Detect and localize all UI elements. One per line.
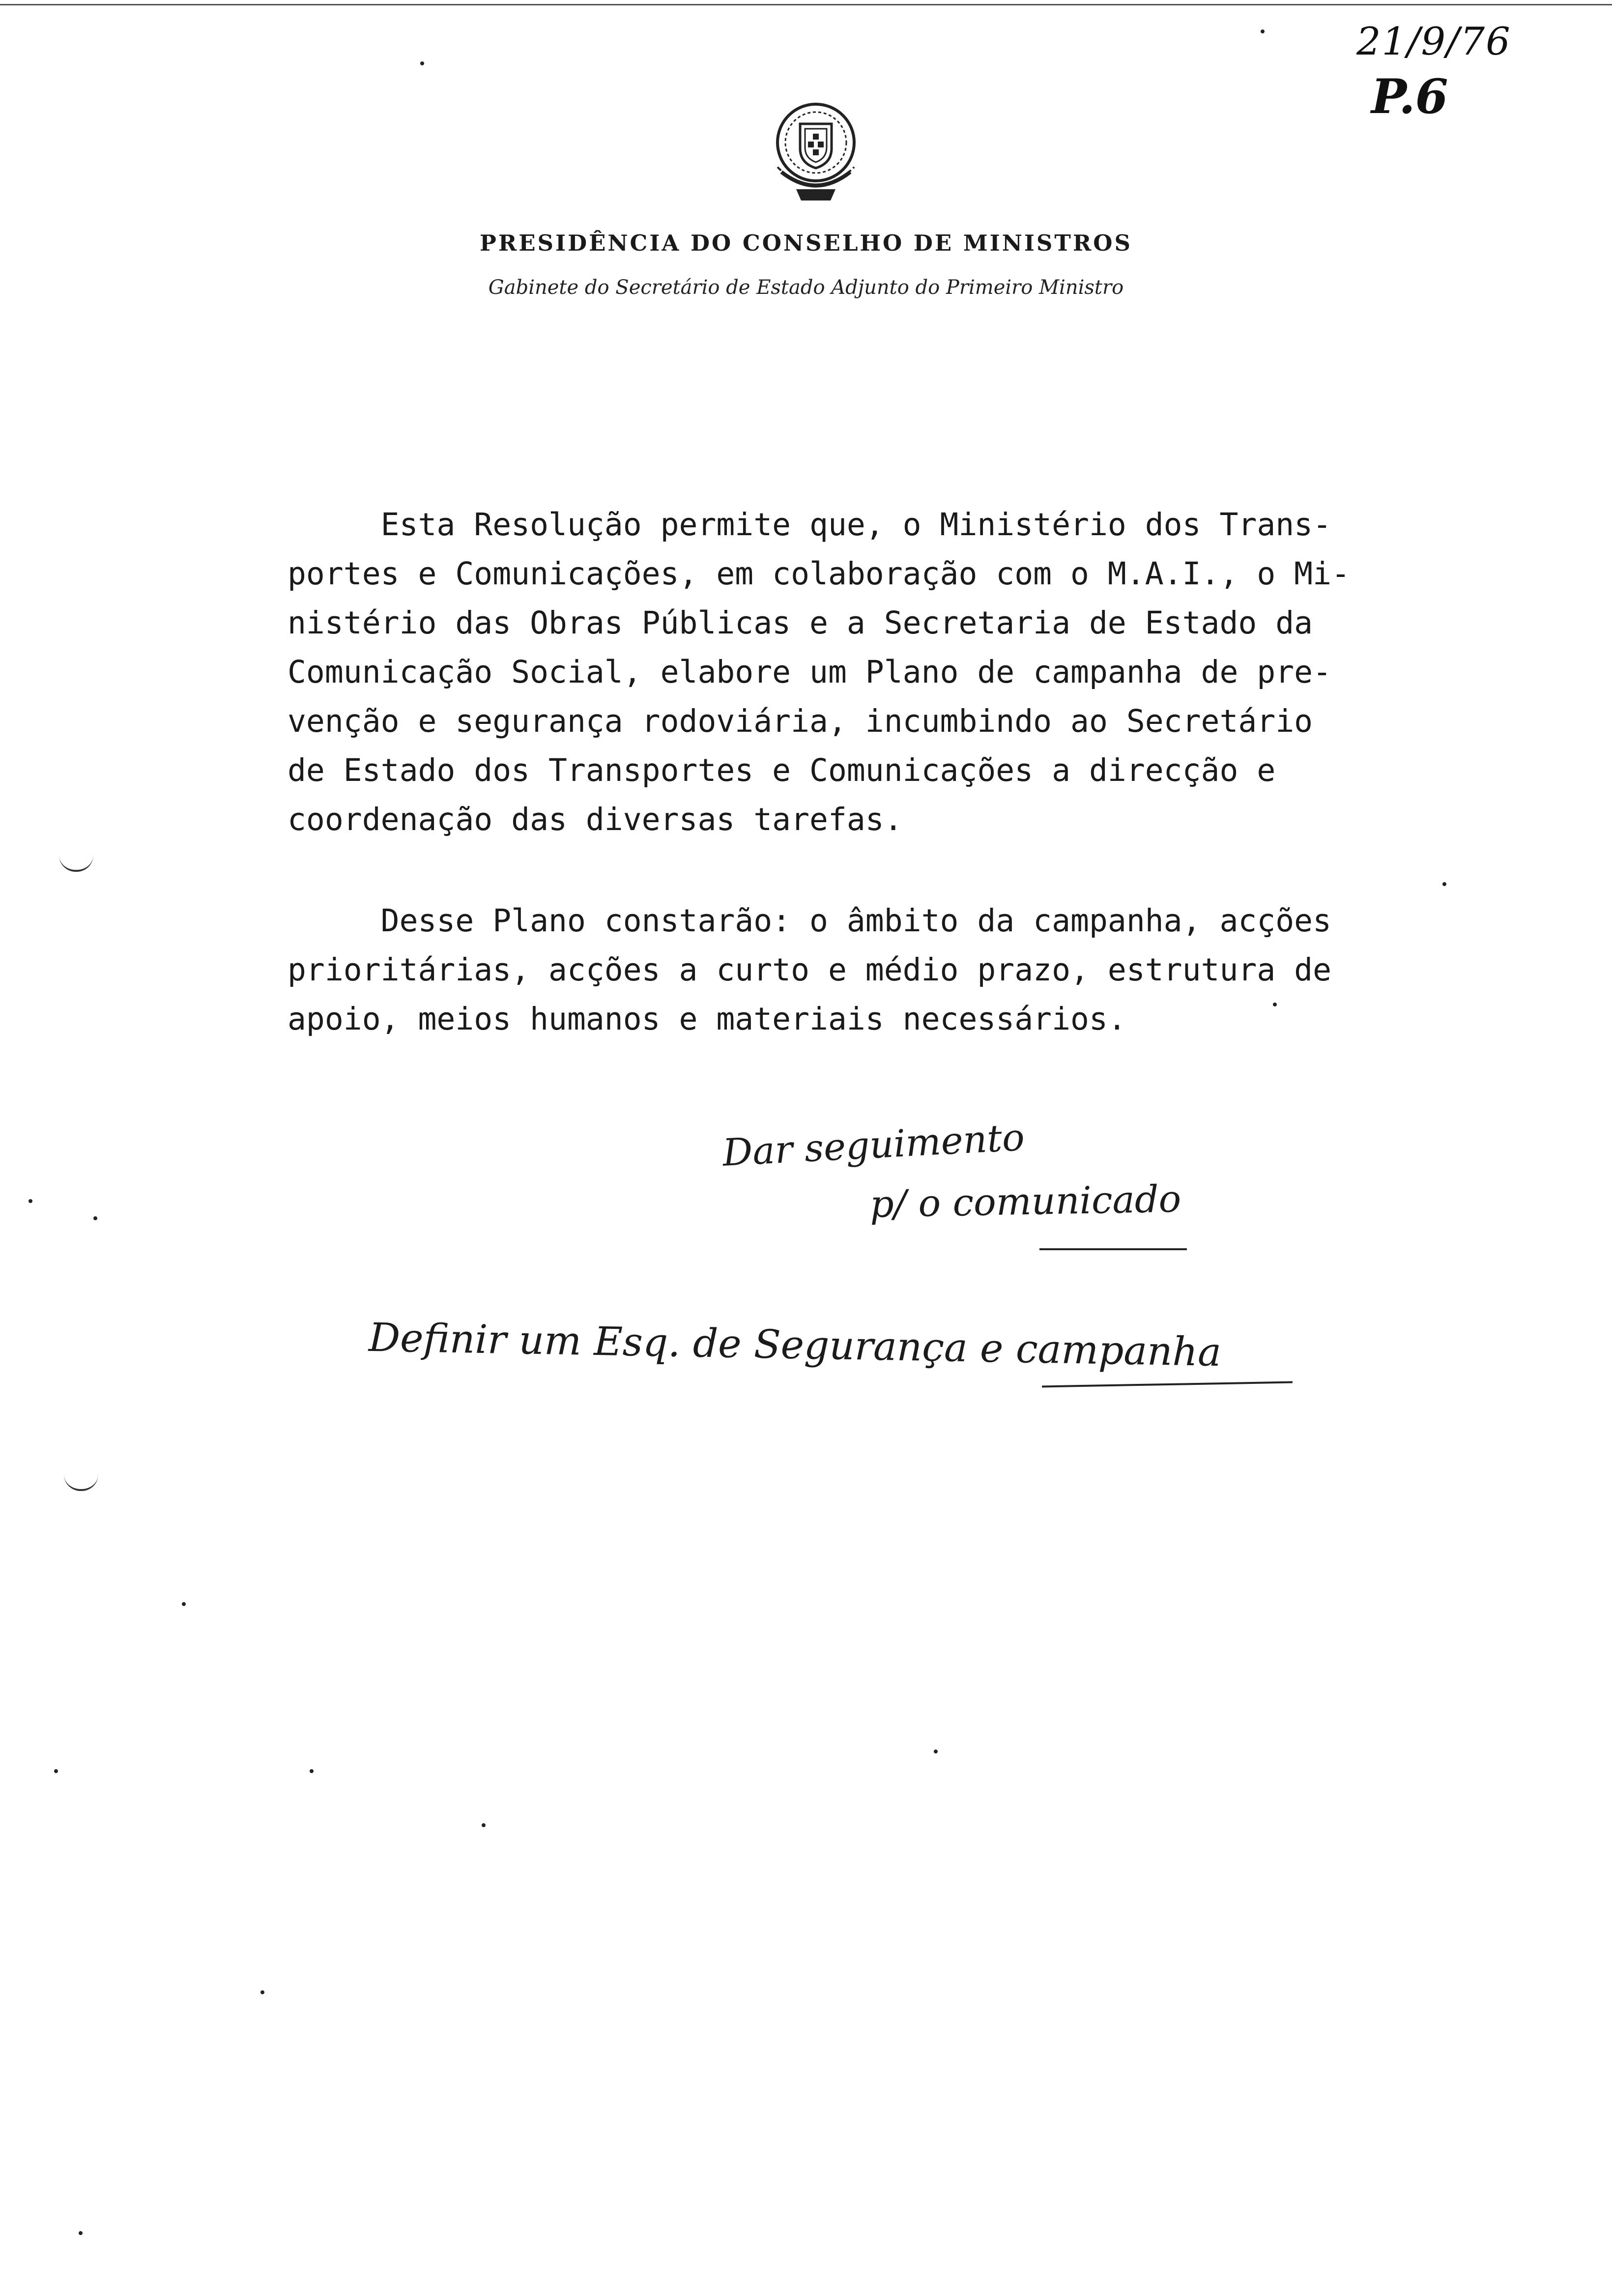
scan-speck [1273,1003,1277,1006]
coat-of-arms-icon [762,93,870,211]
margin-punch-mark [64,1474,98,1491]
scan-speck [93,1216,97,1220]
handwritten-note-line-1: Dar seguimento [721,1115,1026,1175]
scan-speck [934,1750,938,1753]
text-line: de Estado dos Transportes e Comunicações a direcção e [288,752,1276,788]
handwritten-note-line-3: Definir um Esq. de Segurança e campanha [368,1314,1222,1376]
text-line: coordenação das diversas tarefas. [288,802,903,837]
text-line: Esta Resolução permite que, o Ministério dos Trans- [288,507,1332,543]
scan-speck [79,2231,83,2235]
text-line: venção e segurança rodoviária, incumbindo ao Secretário [288,703,1313,739]
scan-speck [420,61,424,65]
text-line: Desse Plano constarão: o âmbito da campanha, acções [288,903,1332,939]
scan-top-edge [0,4,1612,5]
organization-header: PRESIDÊNCIA DO CONSELHO DE MINISTROS [480,230,1132,256]
scan-speck [1442,882,1446,886]
text-line: nistério das Obras Públicas e a Secretaria de Estado da [288,605,1313,641]
scan-speck [310,1769,314,1773]
scan-speck [54,1769,58,1773]
handwritten-note-line-2: p/ o comunicado [869,1177,1181,1226]
scan-speck [1261,29,1265,33]
text-line: apoio, meios humanos e materiais necessários. [288,1001,1126,1037]
text-line: prioritárias, acções a curto e médio prazo, estrutura de [288,952,1332,988]
scan-speck [29,1199,32,1203]
handwritten-page-mark: P.6 [1371,69,1448,124]
handwritten-reference-date: 21/9/76 [1356,20,1511,64]
scan-speck [182,1602,186,1606]
scan-speck [260,1990,264,1994]
margin-punch-mark [59,855,93,872]
body-paragraph-1 [288,500,1418,844]
handwritten-underline [1042,1381,1293,1388]
handwritten-underline [1039,1248,1187,1250]
body-paragraph-2 [288,896,1418,1044]
office-subtitle: Gabinete do Secretário de Estado Adjunto do Primeiro Ministro [488,276,1124,299]
text-line: portes e Comunicações, em colaboração com o M.A.I., o Mi- [288,556,1350,592]
scan-speck [482,1823,486,1827]
text-line: Comunicação Social, elabore um Plano de campanha de pre- [288,654,1332,690]
